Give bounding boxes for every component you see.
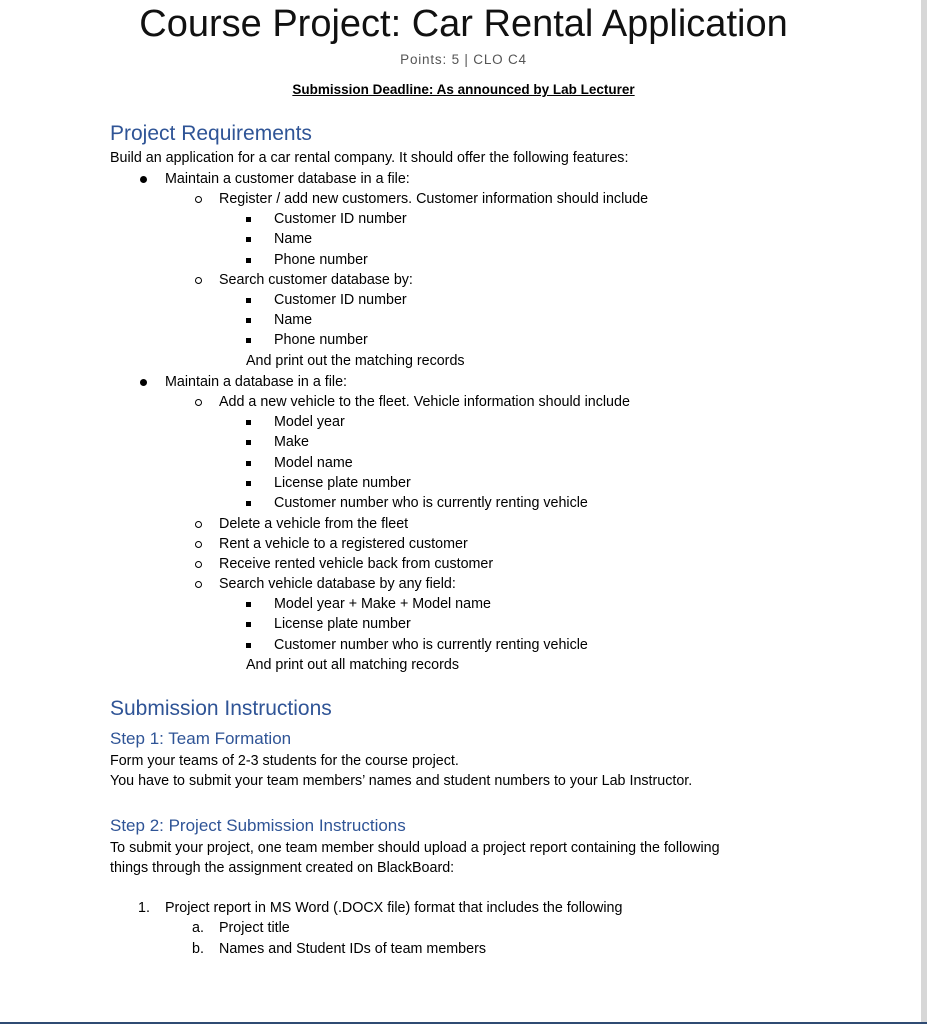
field-item: Name <box>274 310 312 330</box>
field-item: Customer number who is currently renting vehicle <box>274 635 588 655</box>
square-marker <box>246 237 251 242</box>
requirements-intro: Build an application for a car rental company. It should offer the following features: <box>110 150 629 166</box>
sub-bullet-rent-vehicle: Rent a vehicle to a registered customer <box>219 534 468 554</box>
field-item: License plate number <box>274 614 411 634</box>
bullet-marker <box>140 176 147 183</box>
field-item: Phone number <box>274 250 368 270</box>
square-marker <box>246 461 251 466</box>
sub-bullet-receive-vehicle: Receive rented vehicle back from customer <box>219 554 493 574</box>
heading-submission-instructions: Submission Instructions <box>110 697 332 720</box>
square-marker <box>246 622 251 627</box>
field-item: Customer ID number <box>274 209 407 229</box>
field-item: Customer ID number <box>274 290 407 310</box>
field-item: Make <box>274 432 309 452</box>
field-item: Model name <box>274 453 353 473</box>
square-marker <box>246 501 251 506</box>
item-number: 1. <box>138 900 150 916</box>
square-marker <box>246 217 251 222</box>
square-marker <box>246 298 251 303</box>
submission-deadline: Submission Deadline: As announced by Lab Lecturer <box>292 82 635 97</box>
square-marker <box>246 258 251 263</box>
document-title: Course Project: Car Rental Application <box>139 3 788 45</box>
circle-marker <box>195 399 202 406</box>
circle-marker <box>195 561 202 568</box>
lettered-item-b: b. Names and Student IDs of team members <box>192 941 486 957</box>
vehicle-search-note: And print out all matching records <box>246 657 459 673</box>
points-line: Points: 5 | CLO C4 <box>400 52 527 67</box>
step2-line-1: To submit your project, one team member should upload a project report containing the following <box>110 840 720 856</box>
field-item: Model year <box>274 412 345 432</box>
page-edge <box>921 0 927 1024</box>
bullet-customer-database: Maintain a customer database in a file: <box>165 169 410 189</box>
field-item: License plate number <box>274 473 411 493</box>
field-item: Name <box>274 229 312 249</box>
item-letter: b. <box>192 941 204 957</box>
heading-project-requirements: Project Requirements <box>110 122 312 145</box>
square-marker <box>246 481 251 486</box>
circle-marker <box>195 196 202 203</box>
bullet-marker <box>140 379 147 386</box>
circle-marker <box>195 521 202 528</box>
circle-marker <box>195 541 202 548</box>
sub-bullet-search-customer: Search customer database by: <box>219 270 413 290</box>
circle-marker <box>195 581 202 588</box>
item-letter: a. <box>192 920 204 936</box>
step2-line-2: things through the assignment created on BlackBoard: <box>110 860 455 876</box>
square-marker <box>246 420 251 425</box>
heading-step-2: Step 2: Project Submission Instructions <box>110 816 406 835</box>
step1-line-2: You have to submit your team members’ names and student numbers to your Lab Instructor. <box>110 773 693 789</box>
sub-bullet-delete-vehicle: Delete a vehicle from the fleet <box>219 514 408 534</box>
numbered-item-1: 1. Project report in MS Word (.DOCX file) format that includes the following <box>138 900 623 916</box>
field-item: Phone number <box>274 330 368 350</box>
square-marker <box>246 318 251 323</box>
field-item: Model year + Make + Model name <box>274 594 491 614</box>
sub-bullet-search-vehicle: Search vehicle database by any field: <box>219 574 456 594</box>
circle-marker <box>195 277 202 284</box>
heading-step-1: Step 1: Team Formation <box>110 729 292 748</box>
sub-bullet-add-vehicle: Add a new vehicle to the fleet. Vehicle information should include <box>219 392 630 412</box>
square-marker <box>246 602 251 607</box>
step1-line-1: Form your teams of 2-3 students for the course project. <box>110 753 459 769</box>
sub-bullet-register: Register / add new customers. Customer information should include <box>219 189 648 209</box>
bullet-vehicle-database: Maintain a database in a file: <box>165 372 347 392</box>
square-marker <box>246 440 251 445</box>
field-item: Customer number who is currently renting vehicle <box>274 493 588 513</box>
square-marker <box>246 643 251 648</box>
square-marker <box>246 338 251 343</box>
customer-search-note: And print out the matching records <box>246 353 465 369</box>
lettered-item-a: a. Project title <box>192 920 290 936</box>
